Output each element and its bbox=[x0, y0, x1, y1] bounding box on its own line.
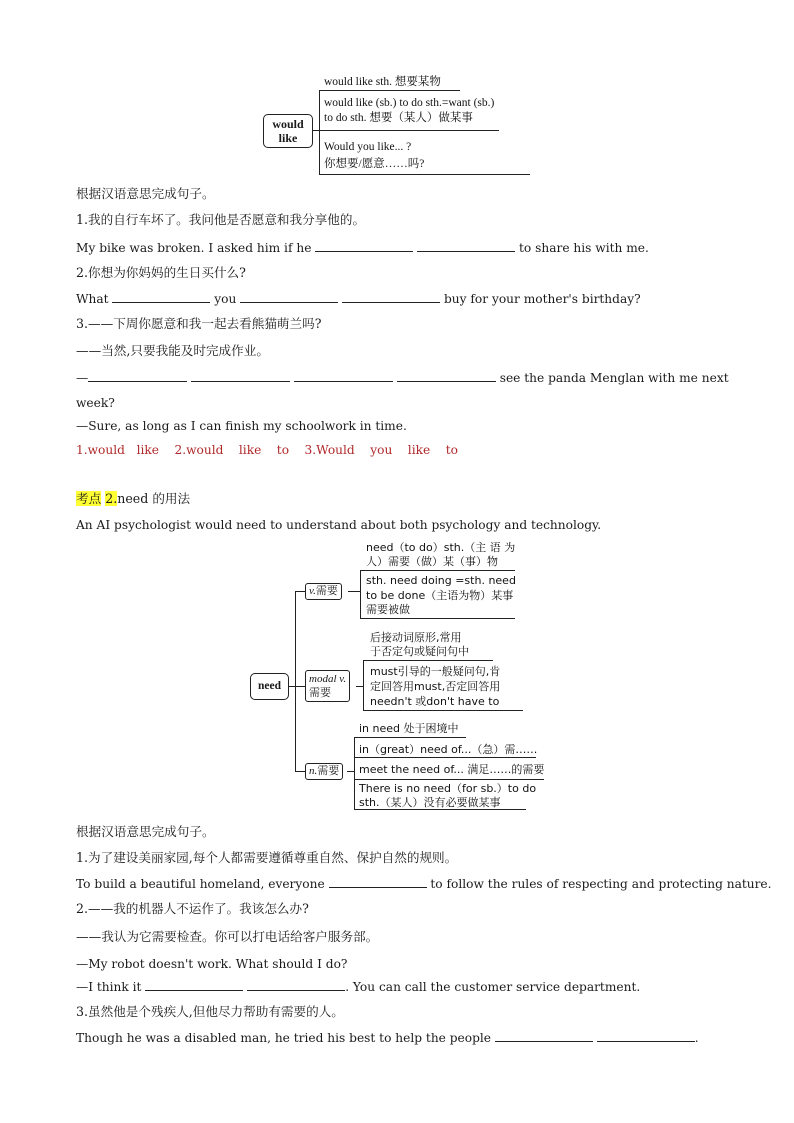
question-zh: 2.你想为你妈妈的生日买什么? bbox=[76, 265, 246, 280]
branch-text: needn't 或don't have to bbox=[370, 695, 500, 708]
branch-text: would like sth. 想要某物 bbox=[324, 76, 441, 88]
modal-verb-label: modal v. 需要 bbox=[305, 670, 350, 702]
answer-blank[interactable] bbox=[294, 370, 393, 382]
question-en: week? bbox=[76, 396, 115, 410]
branch-text: 人）需要（做）某（事）物 bbox=[366, 555, 498, 568]
question-en: —My robot doesn't work. What should I do? bbox=[76, 957, 348, 971]
branch-text: Would you like... ? bbox=[324, 141, 412, 153]
question-zh: 2.——我的机器人不运作了。我该怎么办? bbox=[76, 901, 309, 916]
branch-text: 于否定句或疑问句中 bbox=[370, 645, 469, 658]
question-en: — see the panda Menglan with me next bbox=[76, 371, 729, 385]
example-sentence: An AI psychologist would need to understand about both psychology and technology. bbox=[76, 518, 602, 532]
answer-blank[interactable] bbox=[397, 370, 496, 382]
answer-blank[interactable] bbox=[240, 291, 338, 303]
connector bbox=[356, 686, 363, 687]
branch-text: to do sth. 想要（某人）做某事 bbox=[324, 112, 473, 124]
noun-label: n.需要 bbox=[305, 763, 343, 780]
connector bbox=[319, 174, 530, 175]
question-zh: ——我认为它需要检查。你可以打电话给客户服务部。 bbox=[76, 929, 379, 944]
branch-text: in（great）need of...（急）需…… bbox=[359, 743, 538, 756]
connector bbox=[295, 771, 305, 772]
branch-text: in need 处于困境中 bbox=[359, 722, 459, 735]
question-en: —I think it . You can call the customer service department. bbox=[76, 980, 641, 994]
question-en: Though he was a disabled man, he tried his best to help the people . bbox=[76, 1031, 699, 1045]
answer-blank[interactable] bbox=[247, 979, 345, 991]
question-zh: 1.为了建设美丽家园,每个人都需要遵循尊重自然、保护自然的规则。 bbox=[76, 850, 458, 865]
branch-text: meet the need of... 满足……的需要 bbox=[359, 763, 545, 776]
connector bbox=[319, 130, 499, 131]
answer-blank[interactable] bbox=[191, 370, 290, 382]
question-en: —Sure, as long as I can finish my schoolwork in time. bbox=[76, 419, 407, 433]
connector bbox=[295, 591, 305, 592]
answer-blank[interactable] bbox=[315, 240, 413, 252]
branch-text: 需要被做 bbox=[366, 603, 410, 616]
branch-text: There is no need（for sb.）to do bbox=[359, 782, 537, 795]
question-zh: ——当然,只要我能及时完成作业。 bbox=[76, 343, 269, 358]
answer-key: 1.would like 2.would like to 3.Would you like to bbox=[76, 443, 458, 457]
branch-text: sth.（某人）没有必要做某事 bbox=[359, 796, 501, 809]
branch-text: need（to do）sth.（主 语 为 bbox=[366, 541, 516, 554]
connector bbox=[348, 591, 360, 592]
branch-text: sth. need doing =sth. need bbox=[366, 574, 516, 587]
branch-text: to be done（主语为物）某事 bbox=[366, 589, 514, 602]
connector bbox=[354, 757, 536, 758]
answer-blank[interactable] bbox=[329, 876, 427, 888]
connector bbox=[295, 591, 296, 771]
branch-text: must引导的一般疑问句,肯 bbox=[370, 665, 501, 678]
connector bbox=[363, 660, 493, 661]
branch-text: would like (sb.) to do sth.=want (sb.) bbox=[324, 97, 495, 109]
answer-blank[interactable] bbox=[112, 291, 210, 303]
connector bbox=[363, 660, 364, 710]
question-zh: 1.我的自行车坏了。我问他是否愿意和我分享他的。 bbox=[76, 212, 366, 227]
connector bbox=[354, 737, 355, 809]
connector bbox=[347, 771, 354, 772]
connector bbox=[360, 570, 515, 571]
instruction: 根据汉语意思完成句子。 bbox=[76, 824, 215, 839]
kaodian-heading: 考点 2.need 的用法 bbox=[76, 491, 191, 506]
connector bbox=[295, 686, 305, 687]
answer-blank[interactable] bbox=[597, 1030, 695, 1042]
verb-label: v.需要 bbox=[305, 583, 342, 600]
answer-blank[interactable] bbox=[342, 291, 440, 303]
branch-text: 你想要/愿意……吗? bbox=[324, 158, 425, 170]
need-root: need bbox=[250, 673, 289, 700]
question-en: What you buy for your mother's birthday? bbox=[76, 292, 641, 306]
connector bbox=[354, 737, 466, 738]
instruction: 根据汉语意思完成句子。 bbox=[76, 186, 215, 201]
answer-blank[interactable] bbox=[495, 1030, 593, 1042]
connector bbox=[354, 779, 544, 780]
connector bbox=[363, 710, 523, 711]
answer-blank[interactable] bbox=[145, 979, 243, 991]
question-en: My bike was broken. I asked him if he to share his with me. bbox=[76, 241, 649, 255]
would-like-root: would like bbox=[263, 114, 313, 148]
connector bbox=[319, 90, 460, 91]
question-zh: 3.虽然他是个残疾人,但他尽力帮助有需要的人。 bbox=[76, 1004, 344, 1019]
connector bbox=[360, 570, 361, 618]
connector bbox=[319, 90, 320, 174]
branch-text: 定回答用must,否定回答用 bbox=[370, 680, 501, 693]
question-zh: 3.——下周你愿意和我一起去看熊猫萌兰吗? bbox=[76, 316, 322, 331]
connector bbox=[360, 618, 515, 619]
answer-blank[interactable] bbox=[88, 370, 187, 382]
branch-text: 后接动词原形,常用 bbox=[370, 631, 462, 644]
answer-blank[interactable] bbox=[417, 240, 515, 252]
question-en: To build a beautiful homeland, everyone to follow the rules of respecting and protecting nature. bbox=[76, 877, 772, 891]
